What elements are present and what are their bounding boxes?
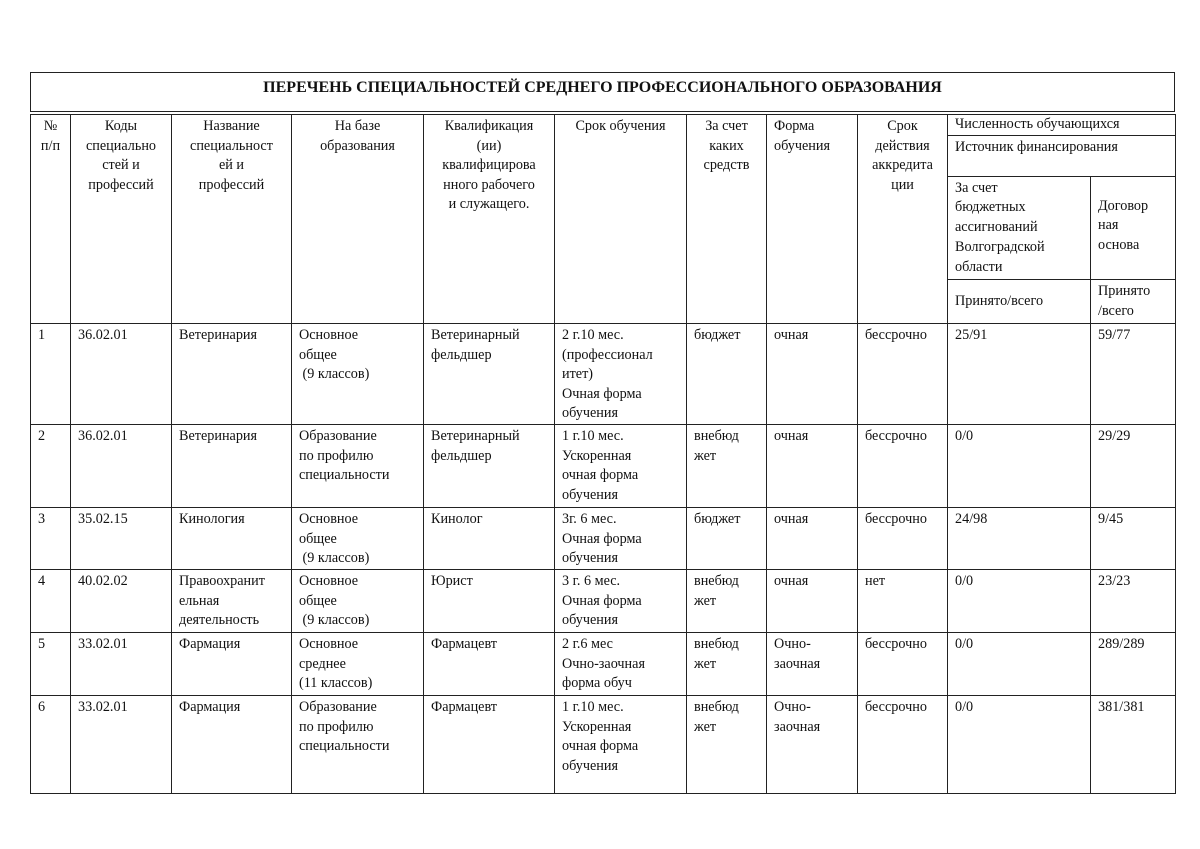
text-line: обучения [562,550,619,567]
header-codes [71,115,172,324]
specialties-table [30,114,1176,794]
cell-base [292,570,424,633]
text-line: фельдшер [431,447,492,464]
text-line: внебюд [694,428,739,444]
text-line: среднее [299,655,346,672]
text-line: очная [774,573,809,589]
cell-code: 33.02.01 [71,696,172,794]
header-row [31,115,1176,136]
cell-form [767,633,858,696]
text-line: по профилю [299,447,374,464]
text-line: Ускоренная [562,718,632,735]
text-line: (9 классов) [299,612,370,629]
table-row [31,696,1176,794]
text-line: Срок [887,118,918,134]
text-line: Кинолог [431,511,483,527]
text-line: 3г. 6 мес. [562,511,617,527]
cell-base [292,324,424,425]
text-line: итет) [562,366,594,383]
text-line: Срок обучения [575,118,666,134]
text-line: 1 г.10 мес. [562,428,624,444]
cell-name [172,324,292,425]
text-line: очная [774,428,809,444]
table-row [31,508,1176,570]
header-name [172,115,292,324]
text-line: 2 г.10 мес. [562,327,624,343]
text-line: (11 классов) [299,675,373,692]
text-line: п/п [40,137,61,154]
cell-name [172,570,292,633]
cell-contract-accepted: 29/29 [1091,425,1176,508]
text-line: внебюд [694,636,739,652]
text-line: Фармация [179,636,241,652]
text-line: 2 г.6 мес [562,636,613,652]
cell-qualification [424,633,555,696]
text-line: ассигнований [955,219,1038,236]
text-line: 3 г. 6 мес. [562,573,621,589]
text-line: обучения [562,757,619,774]
cell-name [172,633,292,696]
text-line: Очная форма [562,385,642,402]
cell-contract-accepted: 381/381 [1091,696,1176,794]
text-line: аккредита [872,157,933,174]
cell-code: 35.02.15 [71,508,172,570]
cell-budget-accepted: 0/0 [948,696,1091,794]
text-line: бюджет [694,327,741,343]
cell-form [767,696,858,794]
text-line: деятельность [179,612,260,629]
cell-contract-accepted: 23/23 [1091,570,1176,633]
text-line: ей и [218,157,245,174]
text-line: очная форма [562,467,639,484]
cell-term [555,324,687,425]
text-line: Форма [774,118,815,134]
text-line: (9 классов) [299,550,370,567]
text-line: основа [1098,237,1140,254]
cell-num: 2 [31,425,71,508]
header-accepted-contract [1091,280,1176,324]
cell-qualification [424,425,555,508]
cell-accreditation: бессрочно [858,324,948,425]
cell-form [767,425,858,508]
text-line: форма обуч [562,675,632,692]
cell-funds [687,324,767,425]
text-line: Очно-заочная [562,655,645,672]
text-line: каких [709,137,744,154]
header-num [31,115,71,324]
text-line: Ветеринарный [431,428,520,444]
text-line: бюджет [694,511,741,527]
header-contract [1091,176,1176,280]
cell-num: 3 [31,508,71,570]
header-term [555,115,687,324]
header-funding-source: Источник финансирования [948,135,1176,176]
header-base [292,115,424,324]
cell-funds [687,696,767,794]
text-line: внебюд [694,699,739,715]
text-line: Ветеринария [179,428,258,444]
text-line: очная [774,327,809,343]
text-line: Очно- [774,699,811,715]
text-line: Основное [299,327,359,343]
text-line: бюджетных [955,199,1026,216]
text-line: жет [694,592,717,609]
text-line: области [955,258,1003,275]
text-line: Ветеринария [179,327,258,343]
text-line: специальност [190,137,273,154]
text-line: специальности [299,738,390,755]
text-line: Юрист [431,573,473,589]
text-line: Ускоренная [562,447,632,464]
cell-num: 1 [31,324,71,425]
text-line: нного рабочего [443,176,535,193]
cell-term [555,633,687,696]
text-line: Кинология [179,511,245,527]
text-line: общее [299,346,337,363]
text-line: заочная [774,718,821,735]
header-accepted-budget: Принято/всего [948,280,1091,324]
text-line: обучения [774,137,831,154]
text-line: Правоохранит [179,573,265,589]
text-line: очная [774,511,809,527]
text-line: /всего [1098,302,1134,319]
text-line: ельная [179,592,220,609]
text-line: Фармация [179,699,241,715]
cell-num: 5 [31,633,71,696]
cell-budget-accepted: 0/0 [948,633,1091,696]
text-line: ная [1098,217,1119,234]
cell-base [292,425,424,508]
cell-form [767,508,858,570]
cell-contract-accepted: 289/289 [1091,633,1176,696]
text-line: специально [85,137,157,154]
cell-qualification [424,570,555,633]
text-line: специальности [299,467,390,484]
cell-name [172,696,292,794]
cell-name [172,425,292,508]
text-line: Квалификация [444,118,534,134]
text-line: обучения [562,612,619,629]
text-line: На базе [334,118,381,134]
text-line: Ветеринарный [431,327,520,343]
text-line: Очная форма [562,592,642,609]
header-accreditation [858,115,948,324]
table-row [31,425,1176,508]
cell-contract-accepted: 9/45 [1091,508,1176,570]
table-row [31,324,1176,425]
text-line: заочная [774,655,821,672]
cell-funds [687,425,767,508]
text-line: ции [891,176,914,193]
cell-accreditation: бессрочно [858,696,948,794]
text-line: жет [694,655,717,672]
cell-qualification [424,324,555,425]
text-line: жет [694,447,717,464]
cell-name [172,508,292,570]
cell-accreditation: бессрочно [858,508,948,570]
text-line: и служащего. [448,196,530,213]
cell-base [292,633,424,696]
cell-budget-accepted: 24/98 [948,508,1091,570]
text-line: Образование [299,699,377,715]
text-line: Очно- [774,636,811,652]
text-line: (профессионал [562,346,653,363]
text-line: обучения [562,405,619,422]
cell-term [555,508,687,570]
cell-qualification [424,508,555,570]
text-line: Фармацевт [431,636,497,652]
text-line: профессий [198,176,265,193]
text-line: очная форма [562,738,639,755]
cell-base [292,696,424,794]
cell-num: 4 [31,570,71,633]
cell-accreditation: бессрочно [858,425,948,508]
text-line: Основное [299,511,359,527]
header-form [767,115,858,324]
cell-qualification [424,696,555,794]
cell-funds [687,508,767,570]
cell-accreditation: бессрочно [858,633,948,696]
cell-budget-accepted: 0/0 [948,425,1091,508]
text-line: обучения [562,486,619,503]
header-qualification [424,115,555,324]
text-line: Принято [1098,283,1151,300]
cell-code: 36.02.01 [71,425,172,508]
table-row [31,570,1176,633]
header-budget [948,176,1091,280]
cell-num: 6 [31,696,71,794]
text-line: действия [875,137,930,154]
cell-budget-accepted: 0/0 [948,570,1091,633]
cell-code: 40.02.02 [71,570,172,633]
text-line: стей и [102,157,140,174]
text-line: 1 г.10 мес. [562,699,624,715]
text-line: жет [694,718,717,735]
cell-budget-accepted: 25/91 [948,324,1091,425]
text-line: Основное [299,573,359,589]
text-line: по профилю [299,718,374,735]
cell-funds [687,633,767,696]
text-line: Договор [1098,197,1149,214]
text-line: Волгоградской [955,238,1045,255]
cell-term [555,696,687,794]
cell-form [767,324,858,425]
text-line: Фармацевт [431,699,497,715]
text-line: общее [299,592,337,609]
text-line: профессий [88,176,154,193]
cell-term [555,570,687,633]
text-line: общее [299,530,337,547]
text-line: За счет [955,179,998,196]
header-funds [687,115,767,324]
text-line: За счет [705,118,748,134]
text-line: (ии) [476,137,502,154]
text-line: фельдшер [431,346,492,363]
text-line: Название [203,118,260,134]
table-row [31,633,1176,696]
cell-code: 36.02.01 [71,324,172,425]
cell-term [555,425,687,508]
text-line: квалифицирова [442,157,536,174]
cell-accreditation: нет [858,570,948,633]
cell-form [767,570,858,633]
text-line: Основное [299,636,359,652]
cell-code: 33.02.01 [71,633,172,696]
cell-base [292,508,424,570]
text-line: (9 классов) [299,366,370,383]
document-title: ПЕРЕЧЕНЬ СПЕЦИАЛЬНОСТЕЙ СРЕДНЕГО ПРОФЕССИОНАЛЬНОГО ОБРАЗОВАНИЯ [30,72,1175,112]
text-line: № [43,118,58,134]
text-line: образования [320,137,395,154]
text-line: Образование [299,428,377,444]
text-line: Очная форма [562,530,642,547]
text-line: Коды [104,118,138,134]
cell-contract-accepted: 59/77 [1091,324,1176,425]
text-line: средств [703,157,750,174]
text-line: внебюд [694,573,739,589]
cell-funds [687,570,767,633]
header-student-count: Численность обучающихся [948,115,1176,136]
